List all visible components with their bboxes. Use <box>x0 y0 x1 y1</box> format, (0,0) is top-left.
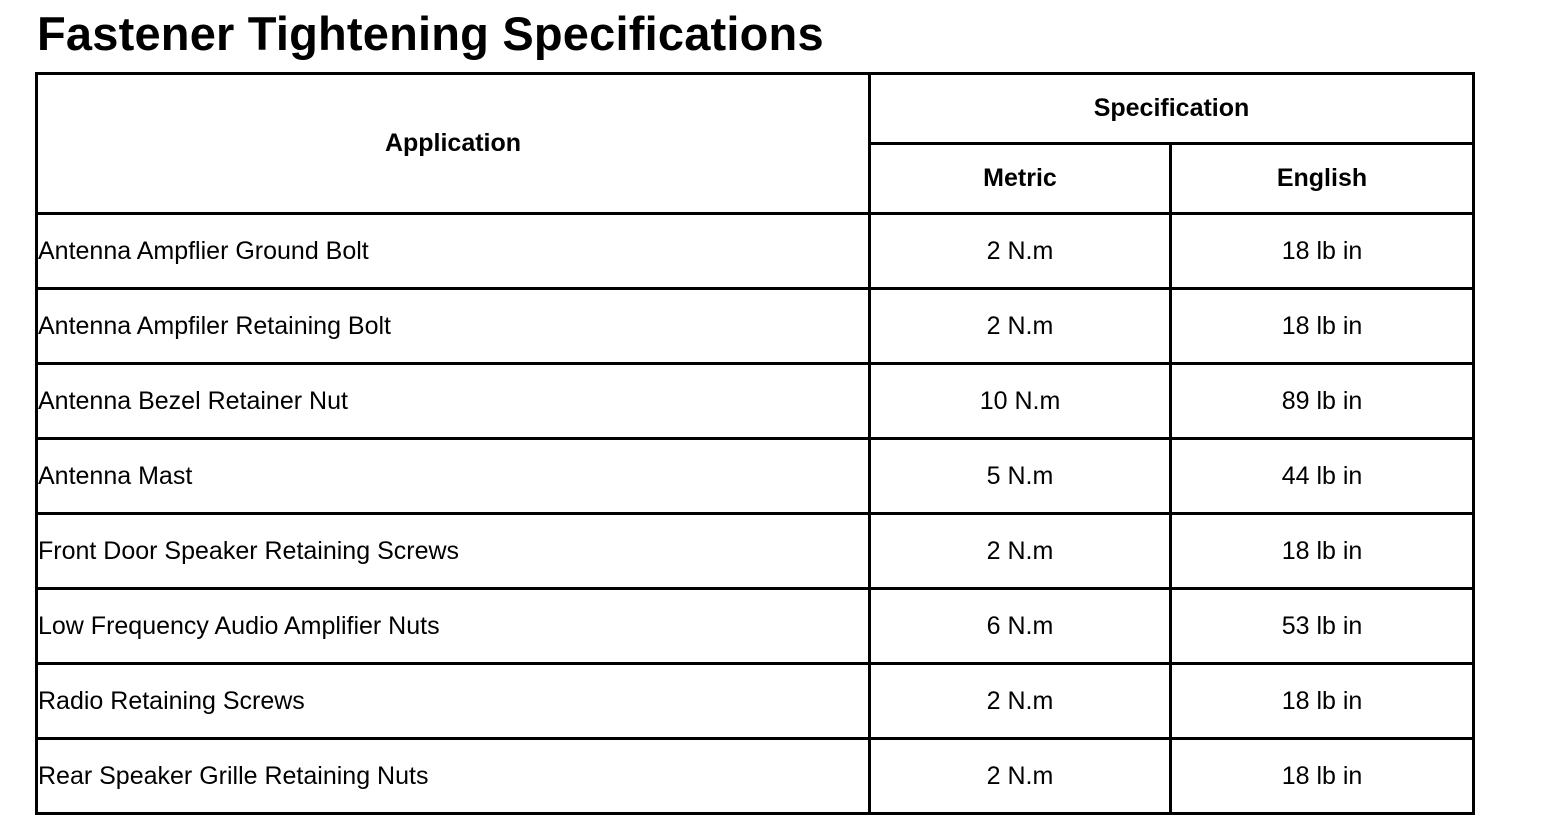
metric-cell: 2 N.m <box>870 664 1171 739</box>
application-cell: Low Frequency Audio Amplifier Nuts <box>37 589 870 664</box>
application-cell: Radio Retaining Screws <box>37 664 870 739</box>
table-row <box>37 739 1474 814</box>
table-row <box>37 364 1474 439</box>
metric-cell: 5 N.m <box>870 439 1171 514</box>
application-cell: Antenna Mast <box>37 439 870 514</box>
english-cell: 18 lb in <box>1171 739 1474 814</box>
table-row <box>37 214 1474 289</box>
application-cell: Antenna Ampfiler Retaining Bolt <box>37 289 870 364</box>
english-cell: 18 lb in <box>1171 514 1474 589</box>
table-row <box>37 514 1474 589</box>
metric-cell: 10 N.m <box>870 364 1171 439</box>
specification-column-header: Specification <box>870 74 1474 144</box>
application-cell: Antenna Bezel Retainer Nut <box>37 364 870 439</box>
english-cell: 18 lb in <box>1171 289 1474 364</box>
metric-column-header: Metric <box>870 144 1171 214</box>
english-cell: 18 lb in <box>1171 214 1474 289</box>
english-cell: 44 lb in <box>1171 439 1474 514</box>
application-cell: Rear Speaker Grille Retaining Nuts <box>37 739 870 814</box>
english-cell: 53 lb in <box>1171 589 1474 664</box>
table-row <box>37 439 1474 514</box>
table-row <box>37 664 1474 739</box>
application-cell: Front Door Speaker Retaining Screws <box>37 514 870 589</box>
table-row <box>37 589 1474 664</box>
table-row <box>37 289 1474 364</box>
english-cell: 18 lb in <box>1171 664 1474 739</box>
metric-cell: 2 N.m <box>870 514 1171 589</box>
metric-cell: 2 N.m <box>870 289 1171 364</box>
english-column-header: English <box>1171 144 1474 214</box>
application-column-header: Application <box>37 74 870 214</box>
page-title: Fastener Tightening Specifications <box>37 7 824 60</box>
table-header-row <box>37 74 1474 144</box>
english-cell: 89 lb in <box>1171 364 1474 439</box>
metric-cell: 6 N.m <box>870 589 1171 664</box>
metric-cell: 2 N.m <box>870 214 1171 289</box>
fastener-spec-table <box>35 72 1475 815</box>
application-cell: Antenna Ampflier Ground Bolt <box>37 214 870 289</box>
metric-cell: 2 N.m <box>870 739 1171 814</box>
